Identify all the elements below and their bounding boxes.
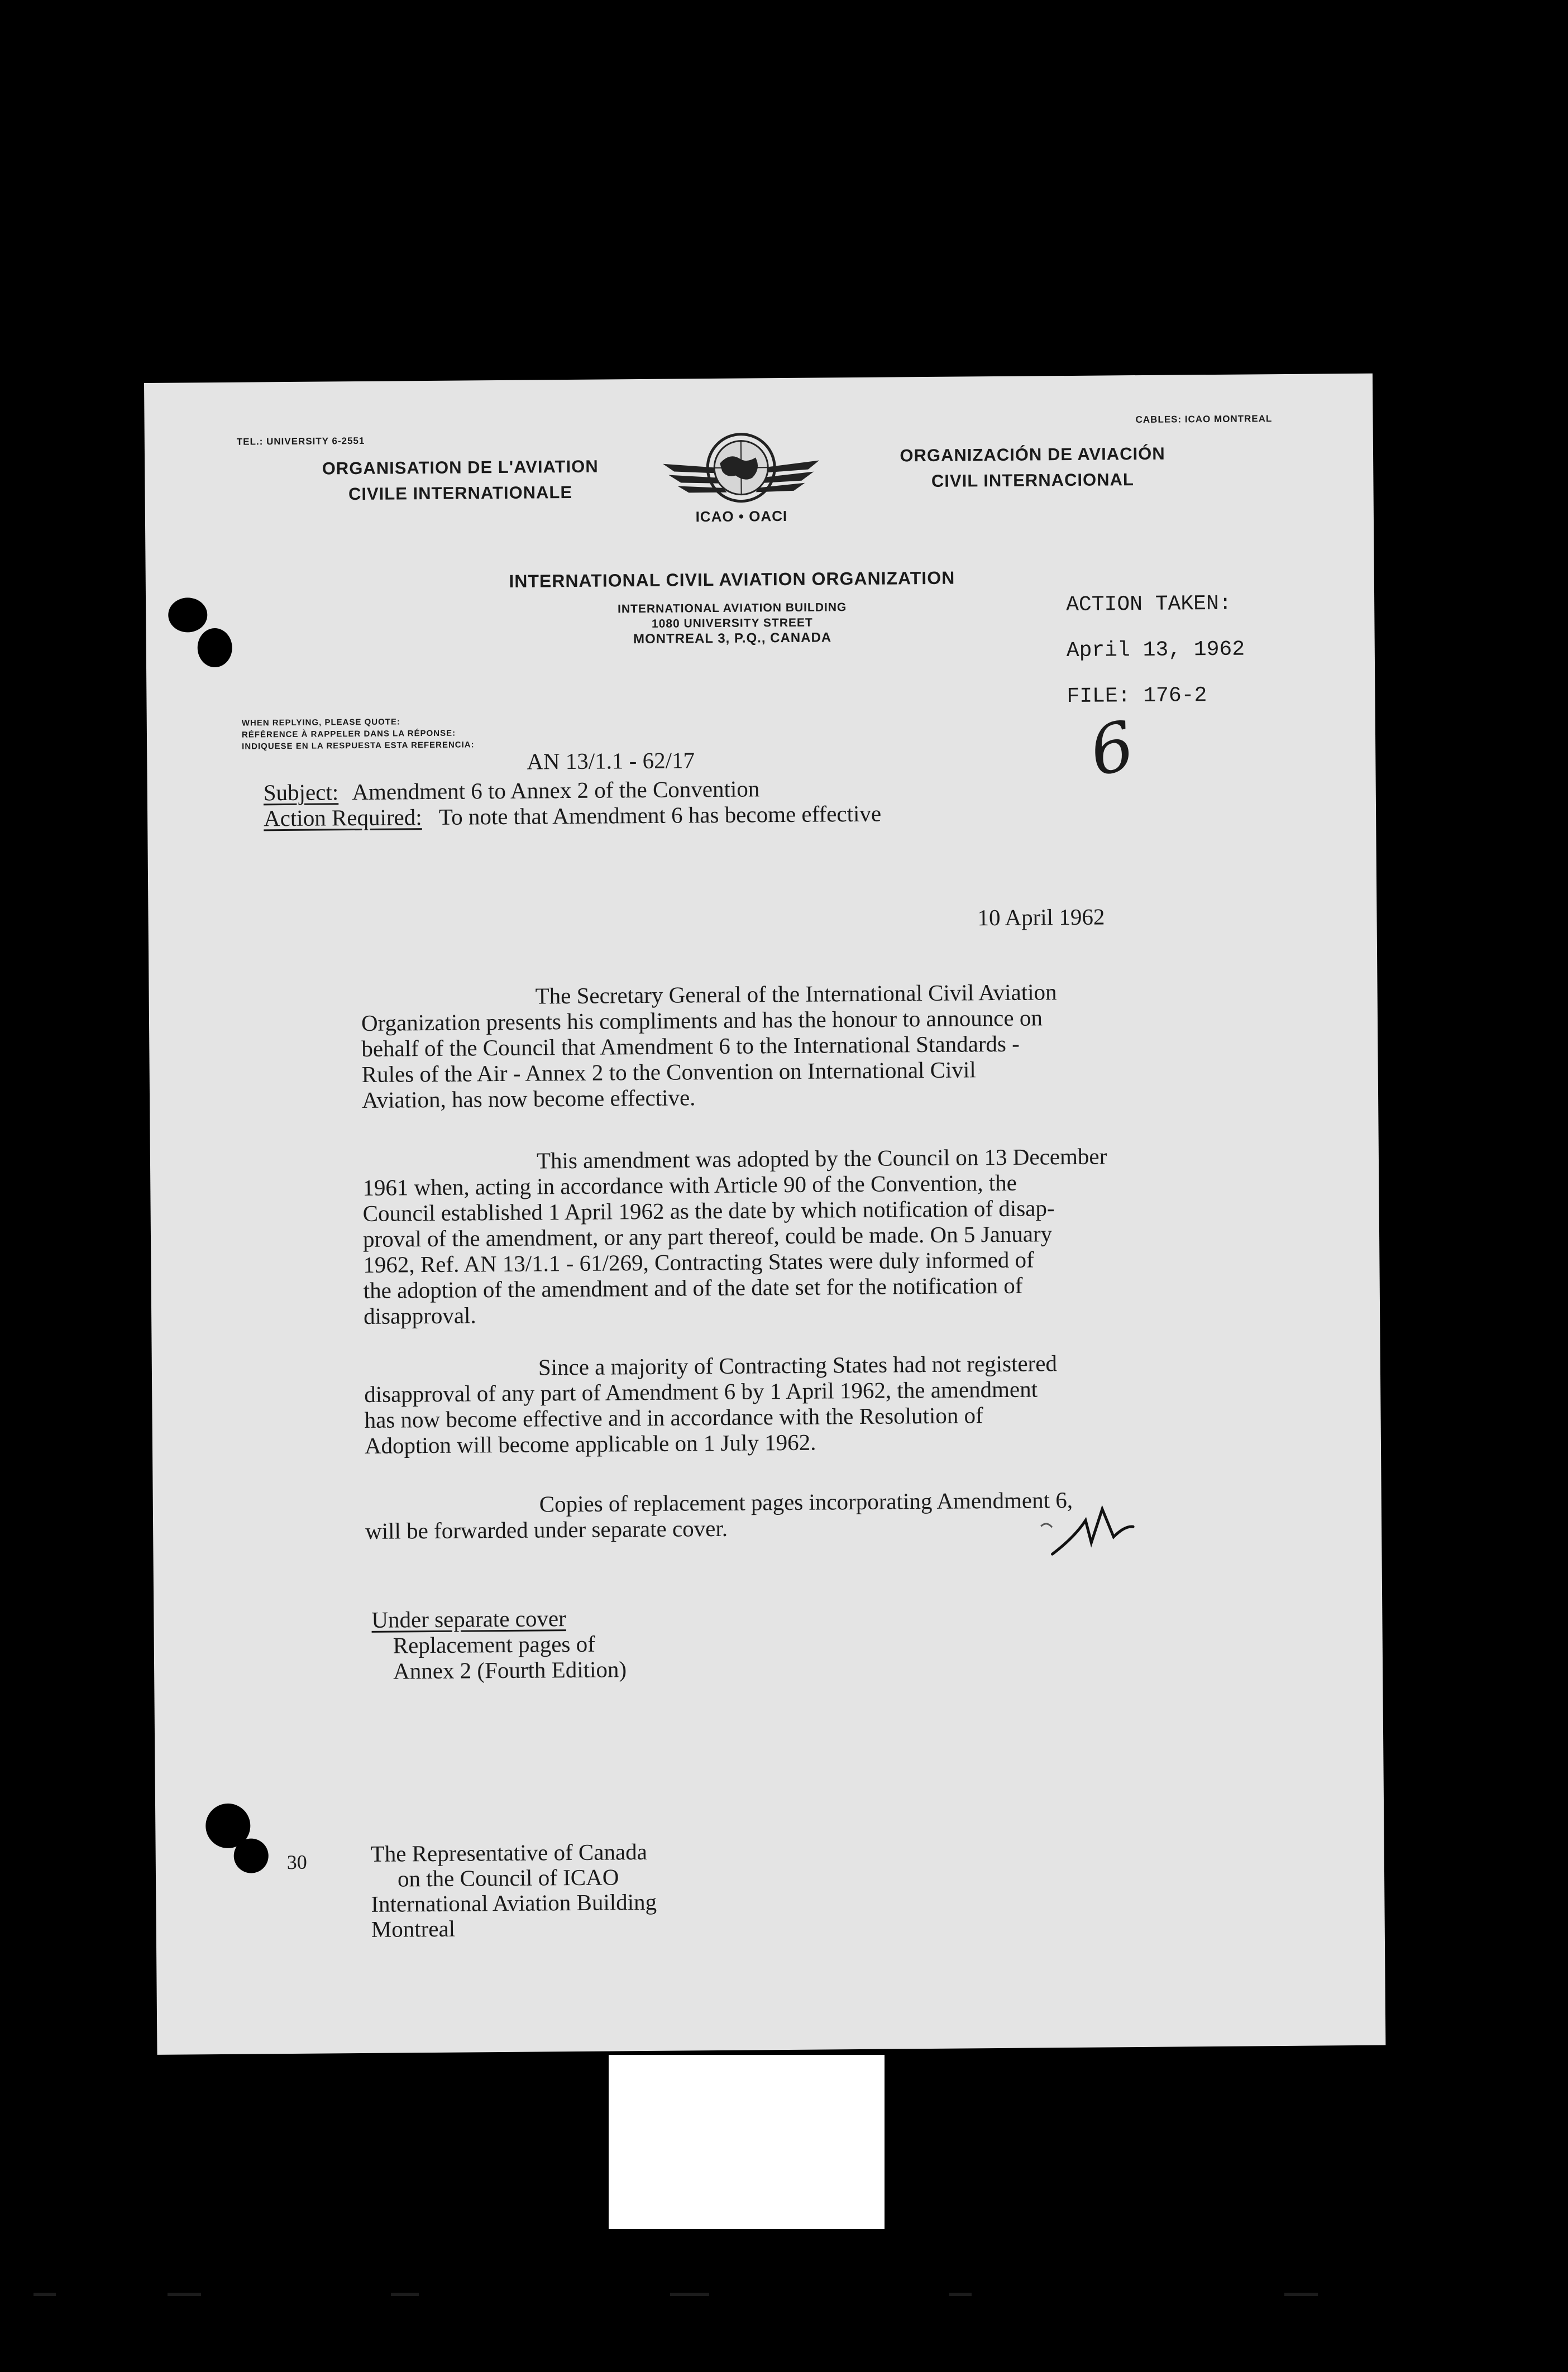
icao-emblem [652,423,831,542]
letter-page [144,374,1385,2055]
film-edge-mark [1284,2293,1318,2296]
org-address: INTERNATIONAL AVIATION BUILDING 1080 UNIVERSITY STREET MONTREAL 3, P.Q., CANADA [618,601,847,647]
emblem-lettering: ICAO • OACI [695,507,788,525]
punch-hole [168,597,207,633]
punch-hole [197,628,232,667]
org-name-spanish: ORGANIZACIÓN DE AVIACIÓN CIVIL INTERNACIONAL [900,443,1165,491]
film-edge-mark [670,2293,709,2296]
telephone-number: TEL.: UNIVERSITY 6-2551 [236,435,365,447]
blank-card [609,2055,885,2229]
enclosure-note: Under separate cover Replacement pages of Annex 2 (Fourth Edition) [371,1605,627,1684]
action-required-line [264,801,881,831]
page-number: 30 [286,1850,307,1874]
subject-line [264,776,760,805]
paragraph-1: The Secretary General of the International Civil Aviation Organization presents his compliments and has the honour to announce on behalf of the Council that Amendment 6 to the International Standards - Rules of the Air - Annex 2 to the Convention on International Civil Aviation, has now become effective. [361,979,1057,1113]
film-edge-mark [34,2293,56,2296]
handwritten-file-mark: 6 [1083,706,1141,792]
reply-quote-note: WHEN REPLYING, PLEASE QUOTE: RÉFÉRENCE À RAPPELER DANS LA RÉPONSE: INDIQUESE EN LA RESPUESTA ESTA REFERENCIA: [241,717,475,752]
film-edge-mark [168,2293,201,2296]
action-label: Action Required: [263,804,422,831]
action-text: To note that Amendment 6 has become effective [438,800,882,830]
film-edge-mark [391,2293,419,2296]
subject-text: Amendment 6 to Annex 2 of the Convention [352,776,760,805]
paragraph-2: This amendment was adopted by the Council on 13 December 1961 when, acting in accordance with Article 90 of the Convention, the Council established 1 April 1962 as the date by which notification of disap- proval of the amendment, or any part thereof, could be made. On 5 January 1962, Ref. AN 13/1.1 - 61/269, Contracting States were duly informed of the adoption of the amendment and of the date set for the notification of disapproval. [362,1143,1107,1329]
letter-date: 10 April 1962 [977,903,1105,931]
org-name-english: INTERNATIONAL CIVIL AVIATION ORGANIZATION [509,567,955,591]
org-name-french: ORGANISATION DE L'AVIATION CIVILE INTERNATIONALE [322,456,599,504]
subject-label: Subject: [263,779,339,806]
film-edge-mark [949,2293,972,2296]
handwritten-initials [1035,1492,1148,1566]
cable-address: CABLES: ICAO MONTREAL [1135,413,1273,425]
addressee-block: The Representative of Canada on the Council of ICAO International Aviation Building Montreal [370,1839,657,1942]
enclosure-heading: Under separate cover [371,1605,566,1633]
punch-hole [233,1838,268,1873]
action-taken-stamp: ACTION TAKEN: April 13, 1962 FILE: 176-2 [1066,591,1245,709]
paragraph-3: Since a majority of Contracting States had not registered disapproval of any part of Amendment 6 by 1 April 1962, the amendment has now become effective and in accordance with the Resolution of Adoption will become applicable on 1 July 1962. [364,1350,1058,1458]
reference-number: AN 13/1.1 - 62/17 [527,747,695,774]
signature-initials-icon [1035,1492,1148,1566]
paragraph-4: Copies of replacement pages incorporating Amendment 6, will be forwarded under separate cover. [365,1487,1073,1544]
